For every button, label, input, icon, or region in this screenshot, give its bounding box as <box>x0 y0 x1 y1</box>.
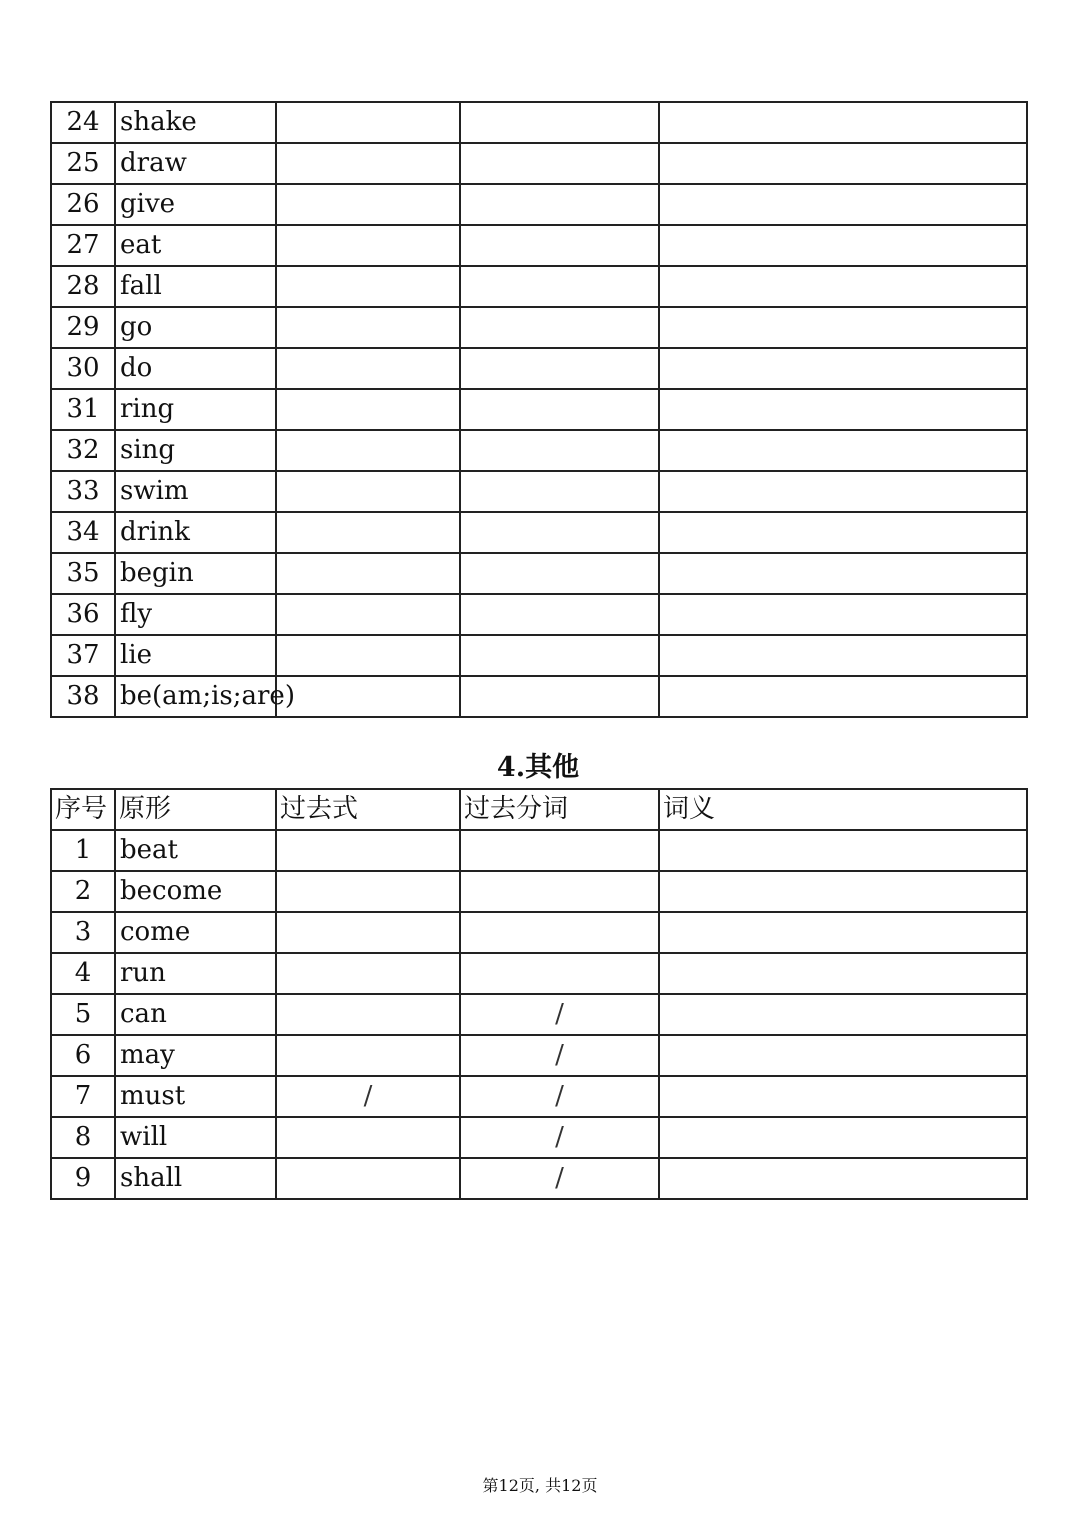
meaning-cell[interactable] <box>659 994 1027 1035</box>
past-participle-cell[interactable] <box>460 430 659 471</box>
row-number: 3 <box>51 912 115 953</box>
base-form-cell: shake <box>115 102 276 143</box>
past-participle-cell[interactable] <box>460 512 659 553</box>
base-form-cell: shall <box>115 1158 276 1199</box>
base-form-cell: draw <box>115 143 276 184</box>
base-form-cell: fly <box>115 594 276 635</box>
other-verbs-table-body <box>51 830 1027 1199</box>
past-tense-cell[interactable] <box>276 1035 460 1076</box>
base-form-cell: can <box>115 994 276 1035</box>
meaning-cell[interactable] <box>659 348 1027 389</box>
past-participle-cell: / <box>460 994 659 1035</box>
past-participle-cell[interactable] <box>460 635 659 676</box>
base-form-cell: eat <box>115 225 276 266</box>
base-form-cell: will <box>115 1117 276 1158</box>
past-participle-cell[interactable] <box>460 184 659 225</box>
past-tense-cell[interactable] <box>276 430 460 471</box>
row-number: 33 <box>51 471 115 512</box>
past-participle-cell[interactable] <box>460 143 659 184</box>
past-participle-cell[interactable] <box>460 676 659 717</box>
past-tense-cell[interactable] <box>276 953 460 994</box>
meaning-cell[interactable] <box>659 184 1027 225</box>
table-row <box>51 143 1027 184</box>
table-row <box>51 471 1027 512</box>
meaning-cell[interactable] <box>659 266 1027 307</box>
past-participle-cell[interactable] <box>460 102 659 143</box>
row-number: 1 <box>51 830 115 871</box>
meaning-cell[interactable] <box>659 953 1027 994</box>
row-number: 7 <box>51 1076 115 1117</box>
verb-table-continued-body <box>51 102 1027 717</box>
meaning-cell[interactable] <box>659 1076 1027 1117</box>
row-number: 32 <box>51 430 115 471</box>
verb-table-continued <box>50 101 1028 718</box>
row-number: 30 <box>51 348 115 389</box>
table-row <box>51 184 1027 225</box>
base-form-cell: run <box>115 953 276 994</box>
past-participle-cell[interactable] <box>460 225 659 266</box>
row-number: 36 <box>51 594 115 635</box>
past-tense-cell[interactable] <box>276 307 460 348</box>
base-form-cell: become <box>115 871 276 912</box>
meaning-cell[interactable] <box>659 1117 1027 1158</box>
past-tense-cell: / <box>276 1076 460 1117</box>
table-row <box>51 307 1027 348</box>
row-number: 24 <box>51 102 115 143</box>
base-form-cell: come <box>115 912 276 953</box>
row-number: 4 <box>51 953 115 994</box>
past-tense-cell[interactable] <box>276 994 460 1035</box>
row-number: 37 <box>51 635 115 676</box>
base-form-cell: ring <box>115 389 276 430</box>
past-tense-cell[interactable] <box>276 594 460 635</box>
header-number: 序号 <box>51 789 115 830</box>
past-tense-cell[interactable] <box>276 266 460 307</box>
past-tense-cell[interactable] <box>276 143 460 184</box>
base-form-cell: drink <box>115 512 276 553</box>
past-participle-cell[interactable] <box>460 594 659 635</box>
base-form-cell: must <box>115 1076 276 1117</box>
meaning-cell[interactable] <box>659 912 1027 953</box>
header-base-form: 原形 <box>115 789 276 830</box>
past-participle-cell[interactable] <box>460 389 659 430</box>
row-number: 2 <box>51 871 115 912</box>
row-number: 35 <box>51 553 115 594</box>
past-participle-cell[interactable] <box>460 471 659 512</box>
table-row <box>51 1076 1027 1117</box>
table-row <box>51 266 1027 307</box>
row-number: 29 <box>51 307 115 348</box>
past-tense-cell[interactable] <box>276 102 460 143</box>
past-participle-cell[interactable] <box>460 871 659 912</box>
past-participle-cell[interactable] <box>460 912 659 953</box>
table-row <box>51 512 1027 553</box>
header-past-tense: 过去式 <box>276 789 460 830</box>
table-row <box>51 871 1027 912</box>
row-number: 38 <box>51 676 115 717</box>
table-row <box>51 1035 1027 1076</box>
past-tense-cell[interactable] <box>276 830 460 871</box>
table-row <box>51 635 1027 676</box>
meaning-cell[interactable] <box>659 471 1027 512</box>
row-number: 8 <box>51 1117 115 1158</box>
past-tense-cell[interactable] <box>276 912 460 953</box>
meaning-cell[interactable] <box>659 143 1027 184</box>
past-tense-cell[interactable] <box>276 553 460 594</box>
past-tense-cell[interactable] <box>276 1117 460 1158</box>
meaning-cell[interactable] <box>659 430 1027 471</box>
base-form-cell: be(am;is;are) <box>115 676 276 717</box>
meaning-cell[interactable] <box>659 102 1027 143</box>
meaning-cell[interactable] <box>659 512 1027 553</box>
past-participle-cell: / <box>460 1117 659 1158</box>
past-tense-cell[interactable] <box>276 635 460 676</box>
table-row <box>51 994 1027 1035</box>
section-title: 4.其他 <box>496 752 580 783</box>
table-row <box>51 102 1027 143</box>
past-participle-cell[interactable] <box>460 307 659 348</box>
row-number: 31 <box>51 389 115 430</box>
past-tense-cell[interactable] <box>276 471 460 512</box>
meaning-cell[interactable] <box>659 635 1027 676</box>
base-form-cell: may <box>115 1035 276 1076</box>
past-tense-cell[interactable] <box>276 1158 460 1199</box>
table-row <box>51 1117 1027 1158</box>
row-number: 5 <box>51 994 115 1035</box>
table-row <box>51 953 1027 994</box>
other-verbs-table <box>50 788 1028 1200</box>
base-form-cell: begin <box>115 553 276 594</box>
past-participle-cell[interactable] <box>460 348 659 389</box>
row-number: 27 <box>51 225 115 266</box>
header-meaning: 词义 <box>659 789 1027 830</box>
table-row <box>51 225 1027 266</box>
table-row <box>51 1158 1027 1199</box>
meaning-cell[interactable] <box>659 871 1027 912</box>
table-row <box>51 594 1027 635</box>
past-participle-cell[interactable] <box>460 953 659 994</box>
meaning-cell[interactable] <box>659 830 1027 871</box>
past-tense-cell[interactable] <box>276 184 460 225</box>
row-number: 28 <box>51 266 115 307</box>
past-tense-cell[interactable] <box>276 225 460 266</box>
row-number: 25 <box>51 143 115 184</box>
table-row <box>51 348 1027 389</box>
table-row <box>51 430 1027 471</box>
past-participle-cell[interactable] <box>460 266 659 307</box>
base-form-cell: give <box>115 184 276 225</box>
meaning-cell[interactable] <box>659 1158 1027 1199</box>
header-row <box>51 789 1027 830</box>
meaning-cell[interactable] <box>659 553 1027 594</box>
page-footer: 第12页, 共12页 <box>482 1476 598 1495</box>
base-form-cell: go <box>115 307 276 348</box>
past-tense-cell[interactable] <box>276 512 460 553</box>
table-row <box>51 553 1027 594</box>
meaning-cell[interactable] <box>659 1035 1027 1076</box>
base-form-cell: beat <box>115 830 276 871</box>
past-tense-cell[interactable] <box>276 348 460 389</box>
meaning-cell[interactable] <box>659 225 1027 266</box>
past-tense-cell[interactable] <box>276 676 460 717</box>
meaning-cell[interactable] <box>659 594 1027 635</box>
past-participle-cell: / <box>460 1158 659 1199</box>
base-form-cell: lie <box>115 635 276 676</box>
table-row <box>51 912 1027 953</box>
past-tense-cell[interactable] <box>276 389 460 430</box>
meaning-cell[interactable] <box>659 676 1027 717</box>
table-row <box>51 389 1027 430</box>
past-participle-cell[interactable] <box>460 830 659 871</box>
meaning-cell[interactable] <box>659 389 1027 430</box>
past-participle-cell: / <box>460 1035 659 1076</box>
row-number: 6 <box>51 1035 115 1076</box>
row-number: 9 <box>51 1158 115 1199</box>
table-row <box>51 676 1027 717</box>
row-number: 26 <box>51 184 115 225</box>
past-participle-cell: / <box>460 1076 659 1117</box>
base-form-cell: do <box>115 348 276 389</box>
base-form-cell: fall <box>115 266 276 307</box>
past-tense-cell[interactable] <box>276 871 460 912</box>
table-row <box>51 830 1027 871</box>
row-number: 34 <box>51 512 115 553</box>
base-form-cell: swim <box>115 471 276 512</box>
meaning-cell[interactable] <box>659 307 1027 348</box>
past-participle-cell[interactable] <box>460 553 659 594</box>
header-past-participle: 过去分词 <box>460 789 659 830</box>
base-form-cell: sing <box>115 430 276 471</box>
